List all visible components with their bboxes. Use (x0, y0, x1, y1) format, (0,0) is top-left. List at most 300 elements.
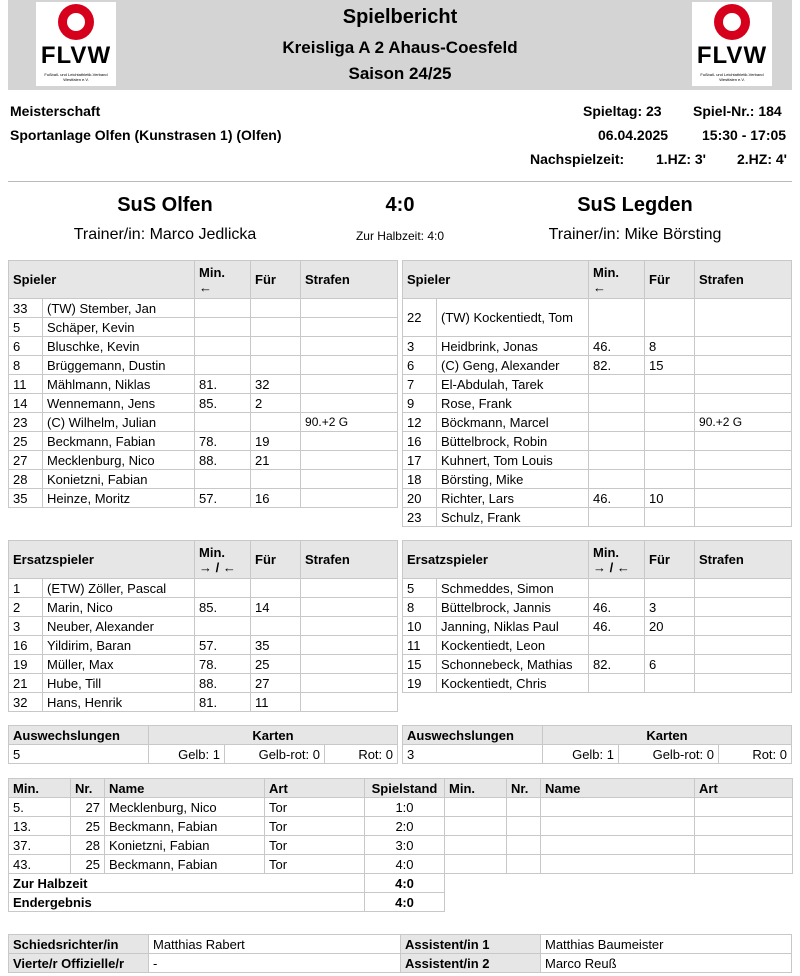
player-row (403, 489, 792, 508)
event-minute: 43. (9, 855, 71, 874)
player-row (403, 470, 792, 489)
player-name: Konietzni, Fabian (43, 470, 195, 489)
player-row (9, 432, 398, 451)
player-minute: 82. (589, 356, 645, 375)
player-minute: 88. (195, 451, 251, 470)
replaced-number (251, 318, 301, 337)
event-row (9, 855, 793, 874)
match-date: 06.04.2025 (598, 127, 669, 143)
replaced-number: 20 (645, 617, 695, 636)
replaced-number (645, 375, 695, 394)
col-min: Min. → / ← (195, 541, 251, 579)
karten-label: Karten (149, 726, 398, 745)
replaced-number (645, 508, 695, 527)
player-row (403, 598, 792, 617)
halftime-label: Zur Halbzeit (9, 874, 365, 893)
col-strafen: Strafen (301, 541, 398, 579)
player-penalty (695, 299, 792, 337)
away-stats-table (402, 725, 792, 764)
nachspielzeit-label: Nachspielzeit: (530, 151, 625, 167)
player-minute: 81. (195, 375, 251, 394)
player-row (403, 636, 792, 655)
event-player: Konietzni, Fabian (105, 836, 265, 855)
player-row (9, 674, 398, 693)
player-number: 17 (403, 451, 437, 470)
player-row (9, 655, 398, 674)
player-penalty (695, 636, 792, 655)
col-nr: Nr. (71, 779, 105, 798)
player-number: 6 (9, 337, 43, 356)
yellow-count: Gelb: 1 (543, 745, 619, 764)
col-min: Min. (9, 779, 71, 798)
final-score: 4:0 (385, 194, 415, 216)
event-player: Beckmann, Fabian (105, 817, 265, 836)
player-minute (195, 579, 251, 598)
empty-cell (507, 798, 541, 817)
player-minute: 46. (589, 617, 645, 636)
replaced-number: 8 (645, 337, 695, 356)
event-row (9, 798, 793, 817)
empty-cell (507, 817, 541, 836)
player-name: Schulz, Frank (437, 508, 589, 527)
col-art: Art (265, 779, 365, 798)
player-number: 2 (9, 598, 43, 617)
player-minute (195, 470, 251, 489)
empty-cell (507, 855, 541, 874)
player-name: Büttelbrock, Jannis (437, 598, 589, 617)
col-min: Min. (445, 779, 507, 798)
player-name: (C) Wilhelm, Julian (43, 413, 195, 432)
player-penalty (695, 432, 792, 451)
player-row (403, 375, 792, 394)
empty-cell (445, 855, 507, 874)
player-penalty (695, 375, 792, 394)
player-row (403, 413, 792, 432)
replaced-number (645, 579, 695, 598)
player-minute: 78. (195, 432, 251, 451)
player-penalty (301, 432, 398, 451)
player-name: Müller, Max (43, 655, 195, 674)
player-penalty (695, 356, 792, 375)
col-min: Min. ← (589, 261, 645, 299)
replaced-number (251, 356, 301, 375)
player-row (9, 337, 398, 356)
player-minute (195, 413, 251, 432)
player-minute: 57. (195, 636, 251, 655)
replaced-number: 6 (645, 655, 695, 674)
referee-name: Matthias Rabert (149, 935, 401, 954)
referee-label: Schiedsrichter/in (9, 935, 149, 954)
player-number: 11 (9, 375, 43, 394)
player-name: Neuber, Alexander (43, 617, 195, 636)
player-number: 6 (403, 356, 437, 375)
player-minute (589, 636, 645, 655)
player-minute (589, 432, 645, 451)
replaced-number (645, 451, 695, 470)
player-penalty (695, 674, 792, 693)
replaced-number: 15 (645, 356, 695, 375)
empty-cell (507, 836, 541, 855)
player-penalty (695, 451, 792, 470)
player-minute: 46. (589, 337, 645, 356)
player-minute: 82. (589, 655, 645, 674)
replaced-number: 14 (251, 598, 301, 617)
player-minute (589, 470, 645, 489)
report-header (8, 0, 792, 90)
player-name: (TW) Kockentiedt, Tom (437, 299, 589, 337)
replaced-number: 21 (251, 451, 301, 470)
player-number: 15 (403, 655, 437, 674)
stoppage-2hz: 2.HZ: 4' (737, 151, 788, 167)
player-name: Börsting, Mike (437, 470, 589, 489)
replaced-number (251, 579, 301, 598)
player-minute: 85. (195, 394, 251, 413)
event-score: 2:0 (365, 817, 445, 836)
empty-cell (695, 855, 793, 874)
player-name: Schmeddes, Simon (437, 579, 589, 598)
player-minute: 81. (195, 693, 251, 712)
player-row (9, 489, 398, 508)
event-type: Tor (265, 855, 365, 874)
horse-emblem-icon (714, 4, 750, 40)
player-number: 23 (9, 413, 43, 432)
empty-cell (541, 855, 695, 874)
player-minute (195, 356, 251, 375)
player-minute (195, 337, 251, 356)
replaced-number (645, 470, 695, 489)
player-number: 12 (403, 413, 437, 432)
replaced-number (251, 299, 301, 318)
player-penalty (695, 508, 792, 527)
spiel-nr: Spiel-Nr.: 184 (693, 103, 782, 119)
player-penalty: 90.+2 G (695, 413, 792, 432)
season-label: Saison 24/25 (348, 64, 452, 83)
col-fuer: Für (251, 261, 301, 299)
empty-cell (695, 836, 793, 855)
player-minute (589, 508, 645, 527)
player-row (403, 655, 792, 674)
player-name: Marin, Nico (43, 598, 195, 617)
league-name: Kreisliga A 2 Ahaus-Coesfeld (282, 38, 518, 57)
player-penalty (695, 337, 792, 356)
replaced-number (645, 413, 695, 432)
col-art: Art (695, 779, 793, 798)
final-result: 4:0 (365, 893, 445, 912)
player-penalty (695, 598, 792, 617)
player-row (403, 674, 792, 693)
match-time: 15:30 - 17:05 (702, 127, 787, 143)
player-row (403, 394, 792, 413)
player-number: 21 (9, 674, 43, 693)
yellow-red-count: Gelb-rot: 0 (225, 745, 325, 764)
event-number: 25 (71, 817, 105, 836)
event-player: Beckmann, Fabian (105, 855, 265, 874)
player-name: Janning, Niklas Paul (437, 617, 589, 636)
player-penalty (301, 693, 398, 712)
player-number: 33 (9, 299, 43, 318)
player-name: Wennemann, Jens (43, 394, 195, 413)
player-number: 8 (9, 356, 43, 375)
assistant1-name: Matthias Baumeister (541, 935, 792, 954)
player-minute: 88. (195, 674, 251, 693)
officials-table (8, 934, 792, 973)
col-strafen: Strafen (695, 261, 792, 299)
player-penalty (695, 394, 792, 413)
assistant1-label: Assistent/in 1 (401, 935, 541, 954)
player-number: 16 (403, 432, 437, 451)
player-penalty (301, 356, 398, 375)
col-ersatz: Ersatzspieler (403, 541, 589, 579)
empty-cell (541, 836, 695, 855)
player-row (9, 375, 398, 394)
player-name: Schäper, Kevin (43, 318, 195, 337)
player-penalty (695, 470, 792, 489)
home-subs-table (8, 540, 398, 712)
player-number: 7 (403, 375, 437, 394)
auswechslungen-label: Auswechslungen (9, 726, 149, 745)
player-penalty (301, 655, 398, 674)
subs-count: 5 (9, 745, 149, 764)
event-type: Tor (265, 798, 365, 817)
replaced-number: 25 (251, 655, 301, 674)
replaced-number (251, 617, 301, 636)
col-fuer: Für (645, 261, 695, 299)
flvw-logo-left: FLVW Fußball- und Leichtathletik-Verband Westfalen e.V. (36, 2, 116, 86)
event-minute: 5. (9, 798, 71, 817)
player-row (9, 598, 398, 617)
player-number: 35 (9, 489, 43, 508)
assistant2-name: Marco Reuß (541, 954, 792, 973)
away-lineup-table (402, 260, 792, 527)
player-penalty (301, 470, 398, 489)
player-name: Hans, Henrik (43, 693, 195, 712)
venue: Sportanlage Olfen (Kunstrasen 1) (Olfen) (10, 127, 282, 143)
player-penalty (301, 579, 398, 598)
player-penalty (695, 617, 792, 636)
event-type: Tor (265, 836, 365, 855)
replaced-number (645, 636, 695, 655)
away-team: SuS Legden (577, 194, 693, 216)
player-name: Heidbrink, Jonas (437, 337, 589, 356)
player-number: 27 (9, 451, 43, 470)
replaced-number: 11 (251, 693, 301, 712)
col-name: Name (105, 779, 265, 798)
player-name: (C) Geng, Alexander (437, 356, 589, 375)
away-coach: Trainer/in: Mike Börsting (548, 226, 722, 243)
player-number: 5 (9, 318, 43, 337)
player-name: (TW) Stember, Jan (43, 299, 195, 318)
event-score: 4:0 (365, 855, 445, 874)
player-minute (589, 674, 645, 693)
event-number: 27 (71, 798, 105, 817)
player-row (9, 636, 398, 655)
event-score: 1:0 (365, 798, 445, 817)
col-strafen: Strafen (301, 261, 398, 299)
player-number: 19 (9, 655, 43, 674)
event-number: 28 (71, 836, 105, 855)
auswechslungen-label: Auswechslungen (403, 726, 543, 745)
replaced-number: 2 (251, 394, 301, 413)
player-number: 10 (403, 617, 437, 636)
player-number: 11 (403, 636, 437, 655)
player-number: 16 (9, 636, 43, 655)
player-row (403, 356, 792, 375)
player-penalty (301, 375, 398, 394)
player-penalty (301, 318, 398, 337)
player-name: Mecklenburg, Nico (43, 451, 195, 470)
player-number: 32 (9, 693, 43, 712)
event-minute: 37. (9, 836, 71, 855)
home-team: SuS Olfen (117, 194, 213, 216)
player-row (403, 508, 792, 527)
player-name: Böckmann, Marcel (437, 413, 589, 432)
empty-cell (695, 798, 793, 817)
home-coach: Trainer/in: Marco Jedlicka (73, 226, 257, 243)
player-minute (589, 375, 645, 394)
competition-type: Meisterschaft (10, 103, 101, 119)
page-title: Spielbericht (342, 6, 458, 28)
player-minute: 78. (195, 655, 251, 674)
halftime-result: 4:0 (365, 874, 445, 893)
replaced-number (645, 394, 695, 413)
col-spieler: Spieler (403, 261, 589, 299)
event-score: 3:0 (365, 836, 445, 855)
player-row (9, 579, 398, 598)
player-row (403, 299, 792, 337)
empty-cell (445, 817, 507, 836)
event-type: Tor (265, 817, 365, 836)
player-penalty (301, 451, 398, 470)
player-row (403, 337, 792, 356)
karten-label: Karten (543, 726, 792, 745)
player-penalty (301, 337, 398, 356)
player-name: Beckmann, Fabian (43, 432, 195, 451)
player-penalty (301, 299, 398, 318)
replaced-number (251, 470, 301, 489)
player-number: 14 (9, 394, 43, 413)
event-row (9, 817, 793, 836)
red-count: Rot: 0 (719, 745, 792, 764)
replaced-number: 16 (251, 489, 301, 508)
player-penalty (695, 579, 792, 598)
col-spieler: Spieler (9, 261, 195, 299)
player-name: Kockentiedt, Chris (437, 674, 589, 693)
player-row (9, 318, 398, 337)
away-subs-table (402, 540, 792, 693)
player-row (403, 432, 792, 451)
player-number: 3 (403, 337, 437, 356)
col-strafen: Strafen (695, 541, 792, 579)
empty-cell (445, 836, 507, 855)
player-number: 5 (403, 579, 437, 598)
fourth-official-name: - (149, 954, 401, 973)
replaced-number (251, 413, 301, 432)
assistant2-label: Assistent/in 2 (401, 954, 541, 973)
player-number: 28 (9, 470, 43, 489)
player-number: 8 (403, 598, 437, 617)
event-row (9, 836, 793, 855)
player-row (9, 413, 398, 432)
player-penalty: 90.+2 G (301, 413, 398, 432)
player-penalty (301, 394, 398, 413)
replaced-number (645, 674, 695, 693)
empty-cell (541, 817, 695, 836)
player-row (9, 470, 398, 489)
col-min: Min. → / ← (589, 541, 645, 579)
player-name: Richter, Lars (437, 489, 589, 508)
player-name: Brüggemann, Dustin (43, 356, 195, 375)
player-row (9, 617, 398, 636)
replaced-number: 19 (251, 432, 301, 451)
stoppage-1hz: 1.HZ: 3' (656, 151, 707, 167)
player-penalty (301, 489, 398, 508)
player-name: El-Abdulah, Tarek (437, 375, 589, 394)
player-number: 1 (9, 579, 43, 598)
yellow-red-count: Gelb-rot: 0 (619, 745, 719, 764)
halftime-score: Zur Halbzeit: 4:0 (355, 229, 445, 243)
replaced-number: 10 (645, 489, 695, 508)
replaced-number: 32 (251, 375, 301, 394)
player-minute (589, 413, 645, 432)
player-row (9, 299, 398, 318)
player-name: (ETW) Zöller, Pascal (43, 579, 195, 598)
player-name: Schonnebeck, Mathias (437, 655, 589, 674)
player-row (9, 356, 398, 375)
spieltag: Spieltag: 23 (583, 103, 662, 119)
replaced-number (645, 432, 695, 451)
event-player: Mecklenburg, Nico (105, 798, 265, 817)
divider (8, 181, 792, 182)
player-name: Mählmann, Niklas (43, 375, 195, 394)
col-fuer: Für (645, 541, 695, 579)
replaced-number (645, 299, 695, 337)
player-penalty (301, 598, 398, 617)
player-number: 22 (403, 299, 437, 337)
player-number: 18 (403, 470, 437, 489)
player-number: 25 (9, 432, 43, 451)
events-table (8, 778, 793, 912)
player-minute: 85. (195, 598, 251, 617)
player-minute (195, 299, 251, 318)
subs-count: 3 (403, 745, 543, 764)
player-number: 20 (403, 489, 437, 508)
player-name: Bluschke, Kevin (43, 337, 195, 356)
player-number: 19 (403, 674, 437, 693)
empty-cell (541, 798, 695, 817)
player-penalty (301, 636, 398, 655)
player-penalty (695, 655, 792, 674)
player-minute: 57. (195, 489, 251, 508)
event-minute: 13. (9, 817, 71, 836)
col-nr: Nr. (507, 779, 541, 798)
replaced-number: 35 (251, 636, 301, 655)
player-minute (589, 579, 645, 598)
player-minute (195, 318, 251, 337)
player-row (403, 579, 792, 598)
empty-cell (445, 798, 507, 817)
yellow-count: Gelb: 1 (149, 745, 225, 764)
replaced-number (251, 337, 301, 356)
player-minute (589, 299, 645, 337)
player-name: Büttelbrock, Robin (437, 432, 589, 451)
col-fuer: Für (251, 541, 301, 579)
flvw-logo-right: FLVW Fußball- und Leichtathletik-Verband Westfalen e.V. (692, 2, 772, 86)
home-stats-table (8, 725, 398, 764)
player-penalty (301, 617, 398, 636)
player-minute: 46. (589, 598, 645, 617)
player-name: Heinze, Moritz (43, 489, 195, 508)
event-number: 25 (71, 855, 105, 874)
